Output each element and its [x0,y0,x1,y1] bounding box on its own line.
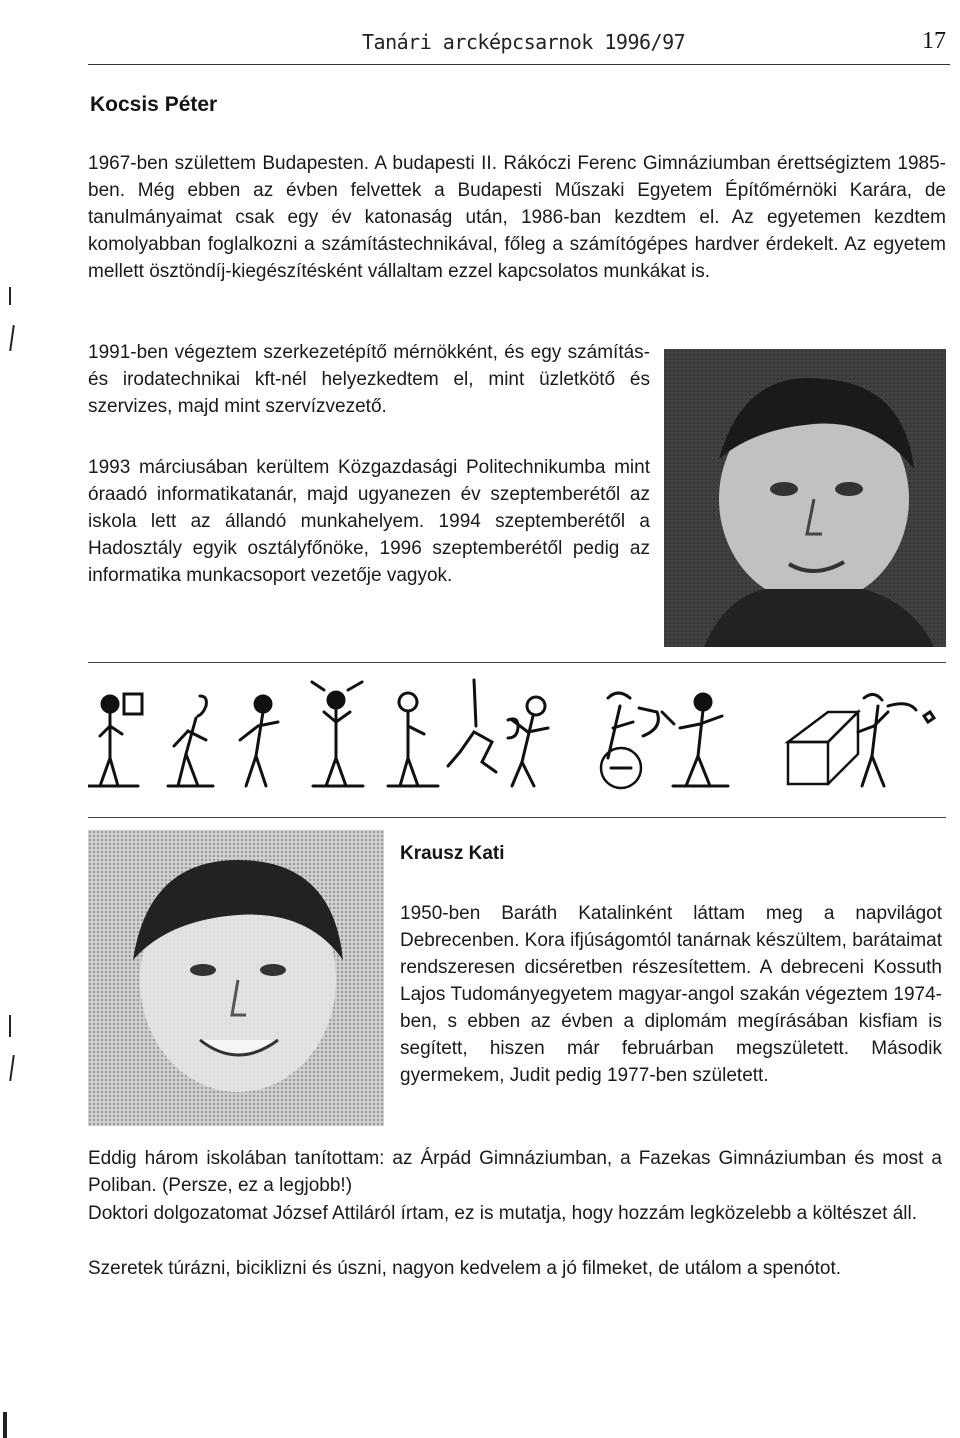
bio-paragraph: Doktori dolgozatomat József Attiláról írtam, ez is mutatja, hogy hozzám legközelebb a költészet áll. [88,1203,918,1224]
margin-mark [3,1412,7,1438]
portrait-silhouette-icon [664,349,946,647]
stick-figure-strip [88,676,960,796]
bio-paragraph: Eddig három iskolában tanítottam: az Árpád Gimnáziumban, a Fazekas Gimnáziumban és most a Poliban. (Persze, ez a legjobb!) [88,1148,942,1196]
page-number: 17 [922,28,946,54]
section-divider [88,817,946,818]
margin-mark [9,1015,11,1037]
teacher-name: Krausz Kati [400,843,505,864]
bio-paragraph: 1993 márciusában kerültem Közgazdasági Politechnikumba mint óraadó informatikatanár, majd ugyanezen év szeptemberétől az iskola lett az állandó munkahelyem. 1994 szeptemberétől a Hadosztály egyik osztályfőnöke, 1996 szeptemberétől pedig az informatika munkacsoport vezetője vagyok. [88,457,650,586]
bio-paragraph: 1991-ben végeztem szerkezetépítő mérnökként, és egy számítás- és irodatechnikai kft-nél helyezkedtem el, mint üzletkötő és szervizes, majd mint szervízvezető. [88,342,650,417]
portrait-silhouette-icon [88,830,384,1126]
section-divider [88,662,946,663]
running-header [88,24,950,65]
teacher-name: Kocsis Péter [90,93,218,116]
margin-mark [9,325,15,351]
teacher-photo [88,830,384,1126]
margin-mark [9,1055,15,1081]
running-title: Tanári arcképcsarnok 1996/97 [362,30,686,54]
margin-mark [9,287,11,305]
teacher-photo [664,349,946,647]
bio-paragraph: 1950-ben Baráth Katalinként láttam meg a napvilágot Debrecenben. Kora ifjúságomtól tanárnak készültem, barátaimat rendszeresen dicséretben részesítettem. A debreceni Kossuth Lajos Tudományegyetem magyar-angol szakán végeztem 1974-ben, s ebben az évben a diplomám megírásában kisfiam is segített, hiszen már februárban megszületett. Második gyermekem, Judit pedig 1977-ben született. [400,903,942,1086]
bio-paragraph: Szeretek túrázni, biciklizni és úszni, nagyon kedvelem a jó filmeket, de utálom a spenótot. [88,1258,841,1279]
stick-figure-icon [88,676,960,796]
bio-paragraph: 1967-ben születtem Budapesten. A budapesti II. Rákóczi Ferenc Gimnáziumban érettségiztem 1985-ben. Még ebben az évben felvettek a Budapesti Műszaki Egyetem Építőmérnöki Karára, de tanulmányaimat csak egy év katonaság után, 1986-ban kezdtem el. Az egyetemen kezdtem komolyabban foglalkozni a számítástechnikával, főleg a számítógépes hardver érdekelt. Az egyetem mellett ösztöndíj-kiegészítésként vállaltam ezzel kapcsolatos munkákat is. [88,153,946,282]
